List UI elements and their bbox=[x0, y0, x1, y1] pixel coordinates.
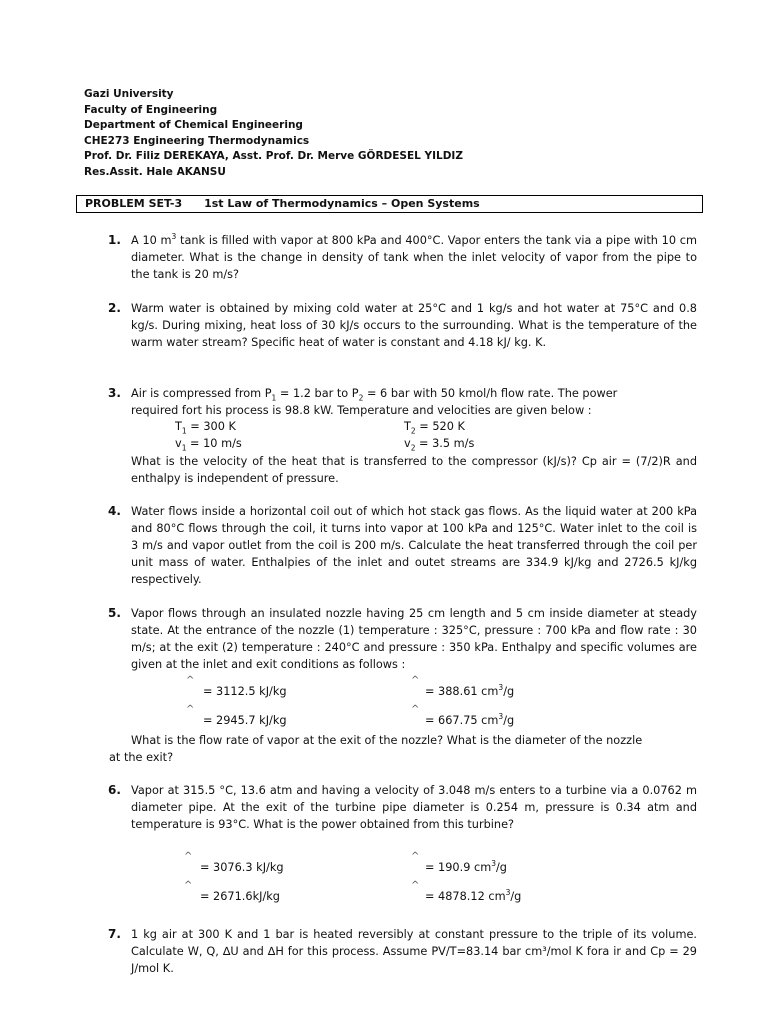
problem-6-v2: = 4878.12 $cm^3/g$ bbox=[425, 888, 522, 903]
instructors: Prof. Dr. Filiz DEREKAYA, Asst. Prof. Dr. Merve GÖRDESEL YILDIZ bbox=[84, 150, 463, 162]
problem-3-t1: $T_1 = 300$ K bbox=[175, 420, 236, 436]
hat-v2-symbol-6: ^ bbox=[411, 880, 420, 891]
problem-6-number: 6. bbox=[108, 783, 121, 797]
problem-4-text: Water flows inside a horizontal coil out of which hot stack gas flows. As the liquid water at 200 kPa and 80°C flows through the coil, it turns into vapor at 100 kPa and 125°C. Water inlet to the coil is 3 m/s and vapor outlet from the coil is 200 m/s. Calculate the heat transferred through the coil per unit mass of water. Enthalpies of the inlet and outet streams are 334.9 kJ/kg and 2726.5 kJ/kg respectively. bbox=[131, 505, 697, 586]
problem-5-question-2: at the exit? bbox=[109, 751, 174, 764]
problem-6-h2: = 2671.6kJ/kg bbox=[200, 890, 280, 903]
problem-5-text: Vapor flows through an insulated nozzle having 25 cm length and 5 cm inside diameter at steady state. At the entrance of the nozzle (1) temperature : 325°C, pressure : 700 kPa and flow rate : 30 m/s; at the exit (2) temperature : 240°C and pressure : 350 kPa. Enthalpy and specific volumes are given at the inlet and exit conditions as follows : bbox=[131, 607, 697, 671]
problem-5-question-1: What is the flow rate of vapor at the exit of the nozzle? What is the diameter of the nozzle bbox=[131, 734, 643, 747]
university-name: Gazi University bbox=[84, 88, 174, 100]
problem-3-line-2: required fort his process is 98.8 kW. Temperature and velocities are given below : bbox=[131, 404, 592, 417]
assistant: Res.Assit. Hale AKANSU bbox=[84, 165, 226, 178]
problem-set-label: PROBLEM SET-3 bbox=[85, 197, 183, 210]
hat-v2-symbol: ^ bbox=[411, 704, 420, 715]
problem-set-topic: 1st Law of Thermodynamics – Open Systems bbox=[204, 197, 480, 210]
problem-2-number: 2. bbox=[108, 301, 121, 315]
problem-6-text: Vapor at 315.5 °C, 13.6 atm and having a velocity of 3.048 m/s enters to a turbine via a 0.0762 m diameter pipe. At the exit of the turbine pipe diameter is 0.254 m, pressure is 0.34 atm and temperature is 93°C. What is the power obtained from this turbine? bbox=[131, 784, 697, 831]
problem-5-h2: = 2945.7 kJ/kg bbox=[203, 714, 287, 727]
course-name: CHE273 Engineering Thermodynamics bbox=[84, 134, 310, 147]
problem-3-line-1: Air is compressed from $P_1 = 1.2$ bar to $P_2 = 6$ bar with 50 kmol/h flow rate. The power bbox=[131, 387, 618, 403]
problem-5-v1: = 388.61 $cm^3/g$ bbox=[425, 683, 515, 698]
hat-v1-symbol: ^ bbox=[411, 675, 420, 686]
department-name: Department of Chemical Engineering bbox=[84, 119, 303, 131]
problem-3-t2: $T_2 = 520$ K bbox=[404, 420, 465, 436]
hat-h2-symbol-6: ^ bbox=[184, 880, 193, 891]
hat-v1-symbol-6: ^ bbox=[411, 851, 420, 862]
problem-5-number: 5. bbox=[108, 606, 121, 620]
problem-7-number: 7. bbox=[108, 927, 121, 941]
problem-3-question: What is the velocity of the heat that is transferred to the compressor (kJ/s)? Cp air = (7/2)R and enthalpy is independent of pressure. bbox=[131, 455, 697, 485]
problem-3-number: 3. bbox=[108, 386, 121, 400]
problem-5-v2: = 667.75 $cm^3/g$ bbox=[425, 712, 515, 727]
problem-2-text: Warm water is obtained by mixing cold water at 25°C and 1 kg/s and hot water at 75°C and 0.8 kg/s. During mixing, heat loss of 30 kJ/s occurs to the surrounding. What is the temperature of the warm water stream? Specific heat of water is constant and 4.18 kJ/ kg. K. bbox=[131, 302, 697, 349]
problem-3-v1: $v_1 = 10$ m/s bbox=[175, 437, 242, 453]
hat-h1-symbol-6: ^ bbox=[184, 851, 193, 862]
problem-4-number: 4. bbox=[108, 504, 121, 518]
problem-7-text: 1 kg air at 300 K and 1 bar is heated reversibly at constant pressure to the triple of its volume. Calculate W, Q, ∆U and ∆H for this process. Assume PV/T=83.14 bar cm³/mol K fora ir and Cp = 29 J/mol K. bbox=[131, 928, 697, 975]
problem-6-h1: = 3076.3 kJ/kg bbox=[200, 861, 284, 874]
hat-h2-symbol: ^ bbox=[186, 704, 195, 715]
problem-3-v2: $v_2 = 3.5$ m/s bbox=[404, 437, 475, 453]
problem-set-title-box bbox=[76, 195, 703, 213]
problem-1-text: A 10 $m^3$ tank is filled with vapor at 800 kPa and 400°C. Vapor enters the tank via a pipe with 10 cm diameter. What is the change in density of tank when the inlet velocity of vapor from the pipe to the tank is 20 m/s? bbox=[131, 232, 697, 281]
faculty-name: Faculty of Engineering bbox=[84, 103, 218, 116]
problem-1-number: 1. bbox=[108, 233, 121, 247]
hat-h1-symbol: ^ bbox=[186, 675, 195, 686]
problem-5-h1: = 3112.5 kJ/kg bbox=[203, 685, 287, 698]
problem-6-v1: = 190.9 $cm^3/g$ bbox=[425, 859, 507, 874]
document-header bbox=[84, 87, 463, 180]
